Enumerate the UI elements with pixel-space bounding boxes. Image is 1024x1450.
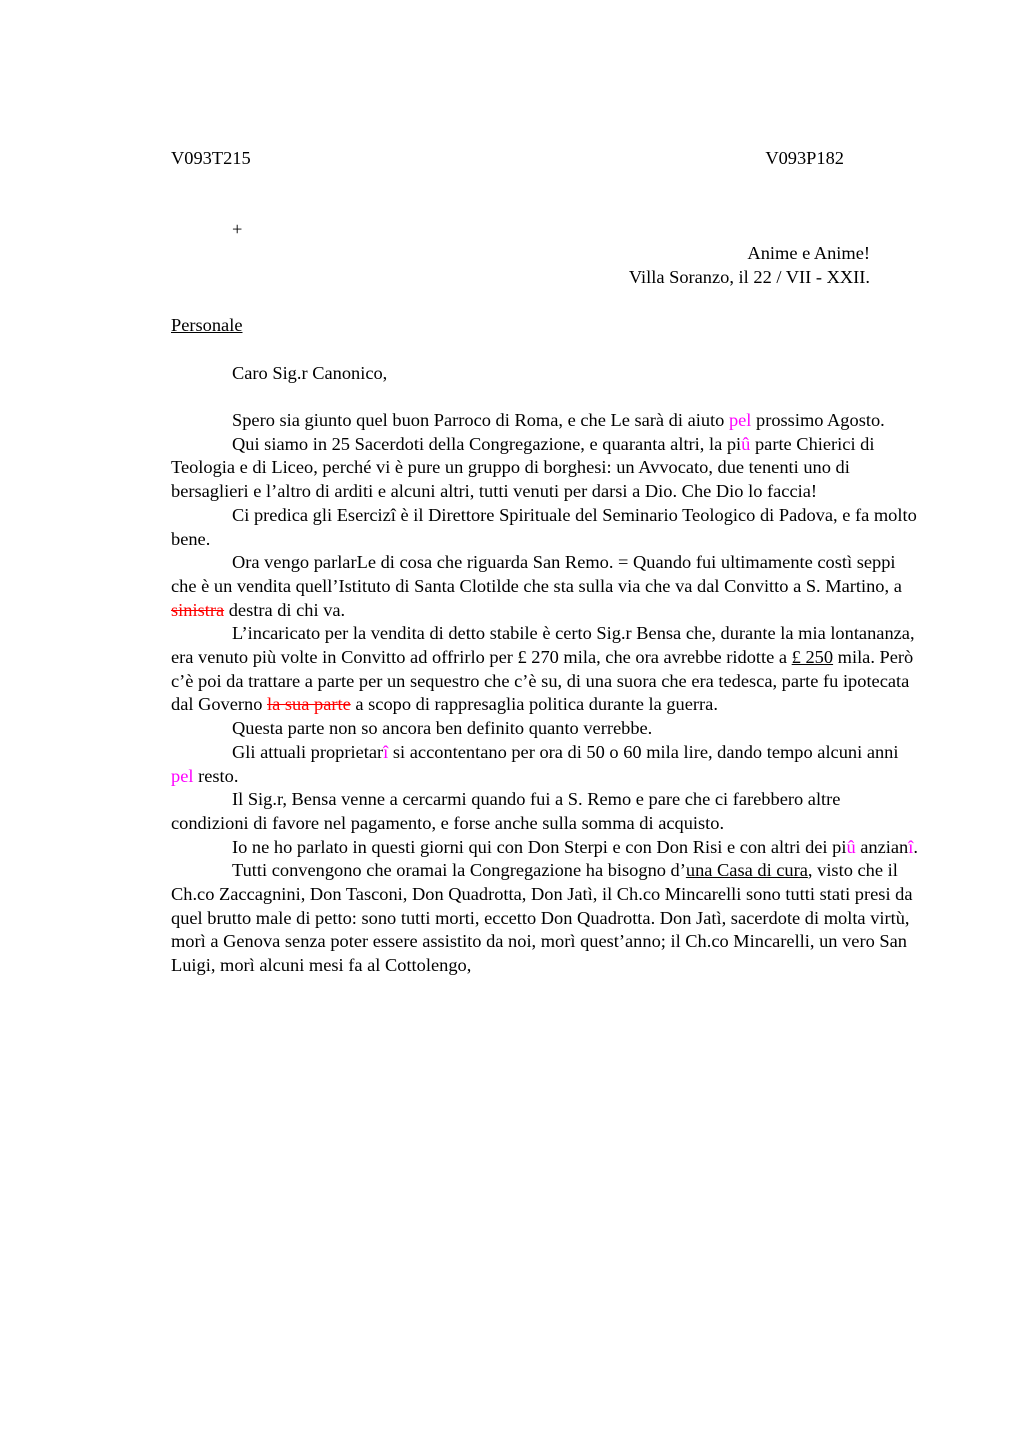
text-run: mila. Però c’è poi da trattare a parte per un sequestro che c’è su, di una suora che era tedesca, parte fu ipotecata dal Governo: [171, 647, 914, 715]
text-run: parte Chierici di Teologia e di Liceo, perché vi è pure un gruppo di borghesi: un Avvocato, due tenenti uno di bersaglieri e l’altro di arditi e alcuni altri, tutti venuti per darsi a Dio. Che Dio lo faccia!: [171, 433, 875, 502]
paragraph-3: [171, 504, 919, 551]
text-run: Io ne ho parlato in questi giorni qui con Don Sterpi e con Don Risi e con altri dei pi: [232, 836, 847, 857]
paragraph-7: [171, 741, 919, 788]
text-run: si accontentano per ora di 50 o 60 mila lire, dando tempo alcuni anni: [388, 741, 899, 762]
place-and-date: Villa Soranzo, il 22 / VII - XXII.: [628, 267, 870, 287]
underlined-amount: £ 250: [791, 647, 834, 668]
editorial-insert: î: [908, 836, 914, 857]
paragraph-10: [171, 859, 919, 978]
archive-code-left: V093T215: [171, 148, 251, 168]
editorial-insert: î: [383, 741, 389, 762]
archive-code-right: V093P182: [765, 148, 844, 168]
editorial-insert: pel: [171, 765, 194, 786]
text-run: Questa parte non so ancora ben definito quanto verrebbe.: [232, 718, 653, 739]
editorial-insert: pel: [728, 410, 752, 430]
paragraph-8: [171, 788, 919, 835]
paragraph-6: [171, 717, 919, 741]
text-run: , visto che il Ch.co Zaccagnini, Don Tasconi, Don Quadrotta, Don Jatì, il Ch.co Mincarelli sono tutti stati presi da quel brutto male di petto: sono tutti morti, eccetto Don Quadrotta. Don Jatì, sacerdote di molta virtù, morì a Genova senza poter essere assistito da noi, morì quest’anno; il Ch.co Mincarelli, un vero San Luigi, morì alcuni mesi fa al Cottolengo,: [171, 860, 913, 976]
paragraph-5: [171, 622, 919, 717]
editorial-insert: û: [846, 836, 856, 857]
text-run: destra di chi va.: [224, 599, 346, 620]
text-run: resto.: [193, 765, 239, 786]
text-run: anzian: [855, 836, 909, 857]
paragraph-9: [171, 836, 919, 860]
editorial-insert: û: [741, 433, 751, 454]
letterhead-motto: Anime e Anime!: [747, 243, 870, 263]
text-run: Ora vengo parlarLe di cosa che riguarda San Remo. = Quando fui ultimamente costì seppi che è un vendita quell’Istituto di Santa Clotilde che sta sulla via che va dal Convitto a S. Martino, a: [171, 552, 902, 596]
salutation: Caro Sig.r Canonico,: [232, 363, 388, 383]
text-run: a scopo di rappresaglia politica durante la guerra.: [350, 694, 718, 715]
text-run: prossimo Agosto.: [751, 410, 885, 430]
text-run: Il Sig.r, Bensa venne a cercarmi quando fui a S. Remo e pare che ci farebbero altre condizioni di favore nel pagamento, e forse anche sulla somma di acquisto.: [171, 789, 841, 833]
text-run: Spero sia giunto quel buon Parroco di Roma, e che Le sarà di aiuto: [232, 410, 729, 430]
text-run: Ci predica gli Esercizî è il Direttore Spirituale del Seminario Teologico di Padova, e fa molto bene.: [171, 504, 917, 549]
paragraph-1: [171, 409, 919, 433]
letter-body: [171, 409, 919, 978]
personal-marker: Personale: [171, 315, 243, 335]
cross-symbol: +: [232, 219, 243, 239]
text-run: .: [913, 836, 918, 857]
paragraph-4: [171, 551, 919, 622]
struck-text: la sua parte: [267, 694, 351, 715]
text-run: Gli attuali proprietar: [232, 741, 384, 762]
paragraph-2: [171, 433, 919, 504]
text-run: Qui siamo in 25 Sacerdoti della Congregazione, e quaranta altri, la pi: [232, 433, 742, 454]
text-run: Tutti convengono che oramai la Congregazione ha bisogno d’: [232, 860, 686, 881]
underlined-phrase: una Casa di cura: [685, 860, 808, 881]
struck-text: sinistra: [171, 599, 225, 620]
text-run: L’incaricato per la vendita di detto stabile è certo Sig.r Bensa che, durante la mia lontananza, era venuto più volte in Convitto ad offrirlo per £ 270 mila, che ora avrebbe ridotte a: [171, 623, 915, 668]
